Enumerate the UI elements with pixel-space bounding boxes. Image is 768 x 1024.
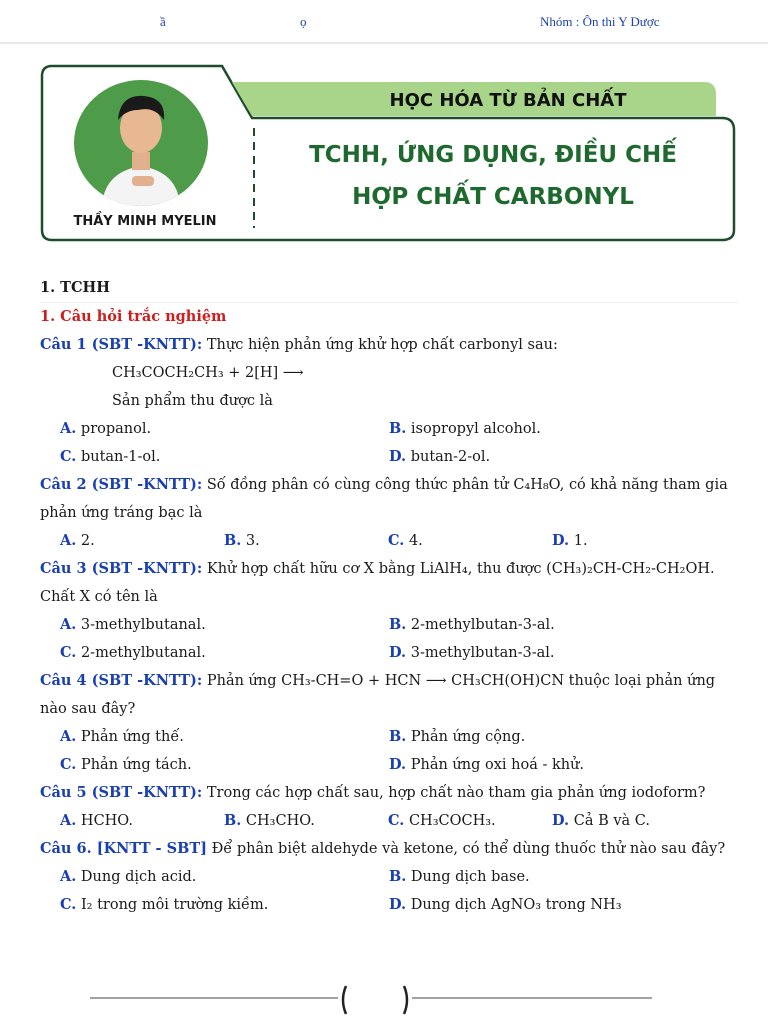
options-row (40, 611, 738, 639)
section-heading: 1. TCHH (40, 279, 110, 296)
options-row (40, 863, 738, 891)
banner-title-line2: HỢP CHẤT CARBONYL (352, 184, 634, 210)
question-text: Để phân biệt aldehyde và ketone, có thể dùng thuốc thử nào sau đây? (206, 841, 726, 857)
options-row (40, 527, 738, 555)
option-b[interactable]: B. CH₃CHO. (224, 812, 315, 829)
options-row (40, 639, 738, 667)
options-row (40, 443, 738, 471)
option-b[interactable]: B. isopropyl alcohol. (389, 420, 541, 437)
question-text: Trong các hợp chất sau, hợp chất nào tham gia phản ứng iodoform? (202, 785, 706, 801)
option-a[interactable]: A. 3-methylbutanal. (60, 616, 206, 633)
subsection-heading: 1. Câu hỏi trắc nghiệm (40, 302, 738, 331)
options-row (40, 751, 738, 779)
question-5 (40, 779, 738, 807)
banner-tag: HỌC HÓA TỪ BẢN CHẤT (389, 90, 627, 111)
banner-title-line1: TCHH, ỨNG DỤNG, ĐIỀU CHẾ (309, 142, 677, 168)
option-a[interactable]: A. Dung dịch acid. (60, 868, 197, 885)
question-label: Câu 2 (SBT -KNTT): (40, 476, 203, 493)
header-mark-1: ầ (160, 14, 166, 29)
option-c[interactable]: C. 2-methylbutanal. (60, 644, 206, 661)
option-d[interactable]: D. Cả B và C. (552, 812, 650, 829)
option-a[interactable]: A. propanol. (60, 420, 152, 437)
right-bracket-icon (404, 986, 407, 1014)
option-b[interactable]: B. 3. (224, 532, 260, 549)
options-row (40, 891, 738, 919)
option-d[interactable]: D. 3-methylbutan-3-al. (389, 644, 555, 661)
option-b[interactable]: B. 2-methylbutan-3-al. (389, 616, 555, 633)
question-text: Khử hợp chất hữu cơ X bằng LiAlH₄, thu được (CH₃)₂CH-CH₂-CH₂OH. Chất X có tên là (40, 561, 715, 605)
option-d[interactable]: D. Dung dịch AgNO₃ trong NH₃ (389, 896, 622, 913)
options-row (40, 723, 738, 751)
question-label: Câu 3 (SBT -KNTT): (40, 560, 203, 577)
page-header (0, 0, 768, 44)
option-a[interactable]: A. HCHO. (60, 812, 133, 829)
question-label: Câu 1 (SBT -KNTT): (40, 336, 203, 353)
header-mark-2: ọ (300, 14, 307, 29)
teacher-avatar (74, 80, 208, 206)
question-1 (40, 331, 738, 359)
option-d[interactable]: D. Phản ứng oxi hoá - khử. (389, 756, 585, 773)
options-row (40, 415, 738, 443)
question-label: Câu 5 (SBT -KNTT): (40, 784, 203, 801)
option-c[interactable]: C. CH₃COCH₃. (388, 812, 496, 829)
question-3 (40, 555, 738, 611)
question-text: Phản ứng CH₃-CH=O + HCN ⟶ CH₃CH(OH)CN thuộc loại phản ứng nào sau đây? (40, 673, 716, 717)
teacher-photo-icon (74, 80, 208, 206)
options-row (40, 807, 738, 835)
page-footer (90, 984, 652, 1018)
question-1-prompt: Sản phẩm thu được là (112, 393, 273, 409)
question-2 (40, 471, 738, 527)
option-c[interactable]: C. Phản ứng tách. (60, 756, 192, 773)
option-a[interactable]: A. Phản ứng thế. (60, 728, 184, 745)
question-label: Câu 4 (SBT -KNTT): (40, 672, 203, 689)
option-b[interactable]: B. Phản ứng cộng. (389, 728, 526, 745)
question-6 (40, 835, 738, 863)
question-text: Thực hiện phản ứng khử hợp chất carbonyl sau: (202, 337, 558, 353)
left-bracket-icon (343, 986, 346, 1014)
teacher-name: THẦY MINH MYELIN (73, 214, 217, 229)
option-b[interactable]: B. Dung dịch base. (389, 868, 530, 885)
question-4 (40, 667, 738, 723)
option-d[interactable]: D. butan-2-ol. (389, 448, 491, 465)
question-label: Câu 6. [KNTT - SBT] (40, 840, 207, 857)
header-group: Nhóm : Ôn thi Y Dược (540, 14, 660, 29)
document-body (40, 274, 738, 919)
option-c[interactable]: C. butan-1-ol. (60, 448, 161, 465)
option-c[interactable]: C. 4. (388, 532, 423, 549)
option-d[interactable]: D. 1. (552, 532, 588, 549)
option-a[interactable]: A. 2. (60, 532, 95, 549)
question-1-reaction: CH₃COCH₂CH₃ + 2[H] ⟶ (112, 365, 304, 381)
option-c[interactable]: C. I₂ trong môi trường kiềm. (60, 896, 269, 913)
question-text: Số đồng phân có cùng công thức phân tử C₄H₈O, có khả năng tham gia phản ứng tráng bạc là (40, 477, 728, 521)
